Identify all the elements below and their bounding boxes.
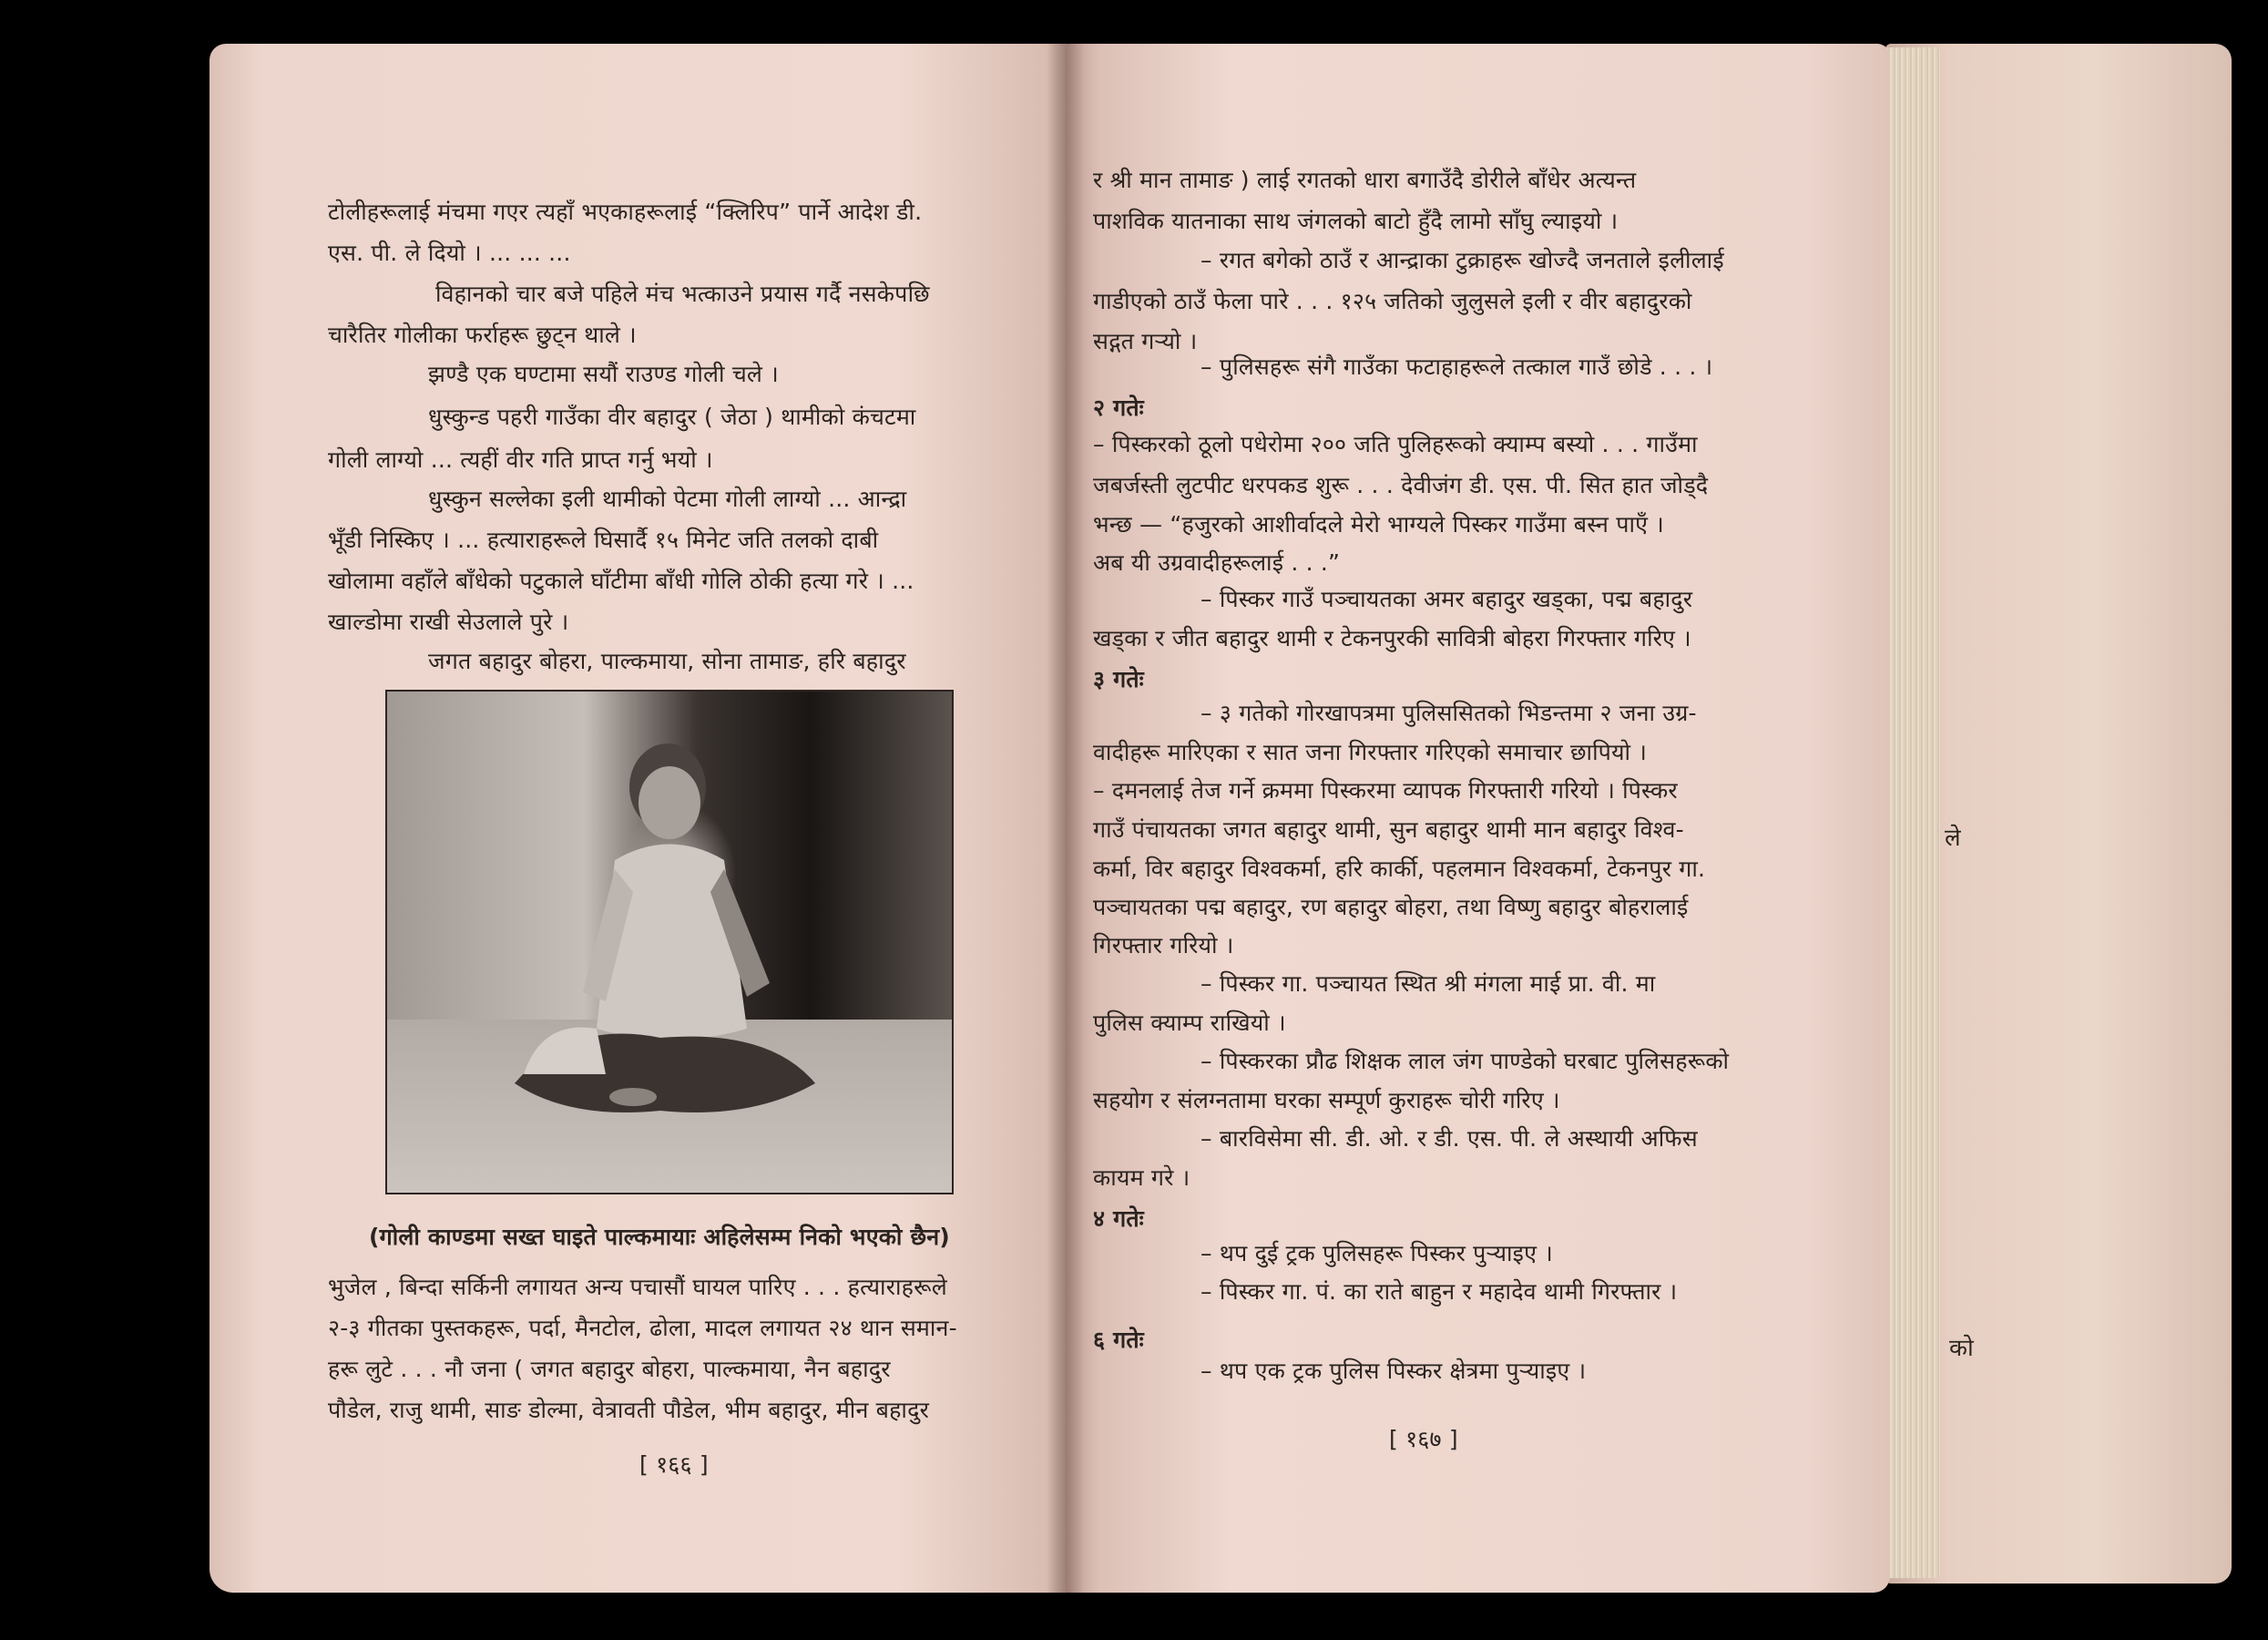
- right-text-line: पुलिस क्याम्प राखियो ।: [1093, 1010, 1286, 1036]
- right-text-line: सहयोग र संलग्नतामा घरका सम्पूर्ण कुराहरू चोरी गरिए ।: [1093, 1087, 1560, 1113]
- right-text-line: – रगत बगेको ठाउँ र आन्द्राका टुक्राहरू खोज्दै जनताले इलीलाई: [1200, 247, 1724, 273]
- left-text-line: टोलीहरूलाई मंचमा गएर त्यहाँ भएकाहरूलाई “क्लिरिप” पार्ने आदेश डी.: [328, 199, 923, 225]
- left-text-line: झण्डै एक घण्टामा सयौं राउण्ड गोली चले ।: [428, 361, 779, 387]
- figure-hand: [609, 1088, 657, 1106]
- date-heading: २ गतेः: [1093, 395, 1144, 421]
- left-text-line: विहानको चार बजे पहिले मंच भत्काउने प्रयास गर्दै नसकेपछि: [435, 281, 930, 307]
- right-text-line: – थप दुई ट्रक पुलिसहरू पिस्कर पुर्‍याइए ।: [1200, 1240, 1553, 1266]
- right-text-line: कर्मा, विर बहादुर विश्वकर्मा, हरि कार्की, पहलमान विश्वकर्मा, टेकनपुर गा.: [1093, 856, 1706, 882]
- photo-injured-woman: [385, 690, 954, 1194]
- left-text-line: धुस्कुन सल्लेका इली थामीको पेटमा गोली लाग्यो ... आन्द्रा: [428, 486, 907, 512]
- right-text-line: जबर्जस्ती लुटपीट धरपकड शुरू . . . देवीजंग डी. एस. पी. सित हात जोड्दै: [1093, 472, 1709, 498]
- right-text-line: – पुलिसहरू संगै गाउँका फटाहाहरूले तत्काल गाउँ छोडे . . . ।: [1200, 354, 1713, 380]
- right-text-line: – पिस्कर गा. पं. का राते बाहुन र महादेव थामी गिरफ्तार ।: [1200, 1278, 1678, 1305]
- back-page-fragment: ले: [1945, 825, 1961, 852]
- left-text-line: खोलामा वहाँले बाँधेको पटुकाले घाँटीमा बाँधी गोलि ठोकी हत्या गरे । ...: [328, 568, 914, 594]
- right-text-line: – दमनलाई तेज गर्ने क्रममा पिस्करमा व्यापक गिरफ्तारी गरियो । पिस्कर: [1093, 777, 1678, 804]
- left-text-line: एस. पी. ले दियो । ... ... ...: [328, 240, 571, 266]
- left-text-line: भूँडी निस्किए । ... हत्याराहरूले घिसार्दै १५ मिनेट जति तलको दाबी: [328, 527, 879, 553]
- right-text-line: – पिस्कर गा. पञ्चायत स्थित श्री मंगला माई प्रा. वी. मा: [1200, 970, 1656, 997]
- book-gutter: [1047, 44, 1084, 1593]
- right-text-line: – ३ गतेको गोरखापत्रमा पुलिससितको भिडन्तमा २ जना उग्र-: [1200, 700, 1697, 726]
- left-text-line: गोली लाग्यो ... त्यहीं वीर गति प्राप्त गर्नु भयो ।: [328, 446, 713, 473]
- right-text-line: – पिस्कर गाउँ पञ्चायतका अमर बहादुर खड्का, पद्म बहादुर: [1200, 586, 1693, 612]
- right-text-line: गिरफ्तार गरियो ।: [1093, 932, 1234, 958]
- left-page-number: [ १६६ ]: [639, 1451, 709, 1478]
- left-text-line: चारैतिर गोलीका फर्राहरू छुट्न थाले ।: [328, 322, 637, 348]
- left-text-line: भुजेल , बिन्दा सर्किनी लगायत अन्य पचासौं घायल पारिए . . . हत्याराहरूले: [328, 1274, 947, 1300]
- right-text-line: – थप एक ट्रक पुलिस पिस्कर क्षेत्रमा पुर्‍याइए ।: [1200, 1358, 1587, 1384]
- left-text-line: पौडेल, राजु थामी, साङ डोल्मा, वेत्रावती पौडेल, भीम बहादुर, मीन बहादुर: [328, 1397, 930, 1423]
- date-heading: ४ गतेः: [1093, 1205, 1144, 1232]
- left-text-line: २-३ गीतका पुस्तकहरू, पर्दा, मैनटोल, ढोला, मादल लगायत २४ थान समान-: [328, 1315, 957, 1341]
- left-text-line: हरू लुटे . . . नौ जना ( जगत बहादुर बोहरा, पाल्कमाया, नैन बहादुर: [328, 1356, 891, 1382]
- date-heading: ६ गतेः: [1093, 1327, 1144, 1353]
- left-text-line: धुस्कुन्ड पहरी गाउँका वीर बहादुर ( जेठा ) थामीको कंचटमा: [428, 404, 916, 430]
- right-text-line: सद्गत गर्‍यो ।: [1093, 328, 1198, 354]
- right-text-line: पाशविक यातनाका साथ जंगलको बाटो हुँदै लामो साँघु ल्याइयो ।: [1093, 208, 1619, 234]
- right-text-line: वादीहरू मारिएका र सात जना गिरफ्तार गरिएको समाचार छापियो ।: [1093, 739, 1648, 765]
- seated-figure-illustration: [387, 692, 952, 1193]
- date-heading: ३ गतेः: [1093, 666, 1144, 692]
- right-text-line: भन्छ — “हजुरको आशीर्वादले मेरो भाग्यले पिस्कर गाउँमा बस्न पाएँ ।: [1093, 511, 1664, 538]
- left-text-line: जगत बहादुर बोहरा, पाल्कमाया, सोना तामाङ, हरि बहादुर: [428, 648, 906, 674]
- left-text-line: खाल्डोमा राखी सेउलाले पुरे ।: [328, 609, 569, 635]
- right-text-line: – पिस्करको ठूलो पधेरोमा २०० जति पुलिहरूको क्याम्प बस्यो . . . गाउँमा: [1093, 431, 1698, 457]
- right-page-number: [ १६७ ]: [1389, 1426, 1458, 1452]
- right-text-line: – बारविसेमा सी. डी. ओ. र डी. एस. पी. ले अस्थायी अफिस: [1200, 1125, 1698, 1152]
- right-text-line: गाउँ पंचायतका जगत बहादुर थामी, सुन बहादुर थामी मान बहादुर विश्व-: [1093, 816, 1684, 843]
- right-text-line: र श्री मान तामाङ ) लाई रगतको धारा बगाउँदै डोरीले बाँधेर अत्यन्त: [1093, 167, 1637, 193]
- right-text-line: अब यी उग्रवादीहरूलाई . . .”: [1093, 549, 1341, 576]
- right-text-line: कायम गरे ।: [1093, 1164, 1190, 1191]
- right-text-line: पञ्चायतका पद्म बहादुर, रण बहादुर बोहरा, तथा विष्णु बहादुर बोहरालाई: [1093, 894, 1689, 920]
- right-text-line: गाडीएको ठाउँ फेला पारे . . . १२५ जतिको जुलुसले इली र वीर बहादुरको: [1093, 288, 1692, 314]
- right-text-line: – पिस्करका प्रौढ शिक्षक लाल जंग पाण्डेको घरबाट पुलिसहरूको: [1200, 1048, 1730, 1074]
- figure-knee: [524, 1028, 606, 1074]
- photo-caption: (गोली काण्डमा सख्त घाइते पाल्कमायाः अहिलेसम्म निको भएको छैन): [369, 1224, 950, 1250]
- figure-face: [639, 766, 700, 839]
- right-text-line: खड्का र जीत बहादुर थामी र टेकनपुरकी सावित्री बोहरा गिरफ्तार गरिए ।: [1093, 625, 1691, 651]
- back-page-fragment: को: [1949, 1335, 1974, 1362]
